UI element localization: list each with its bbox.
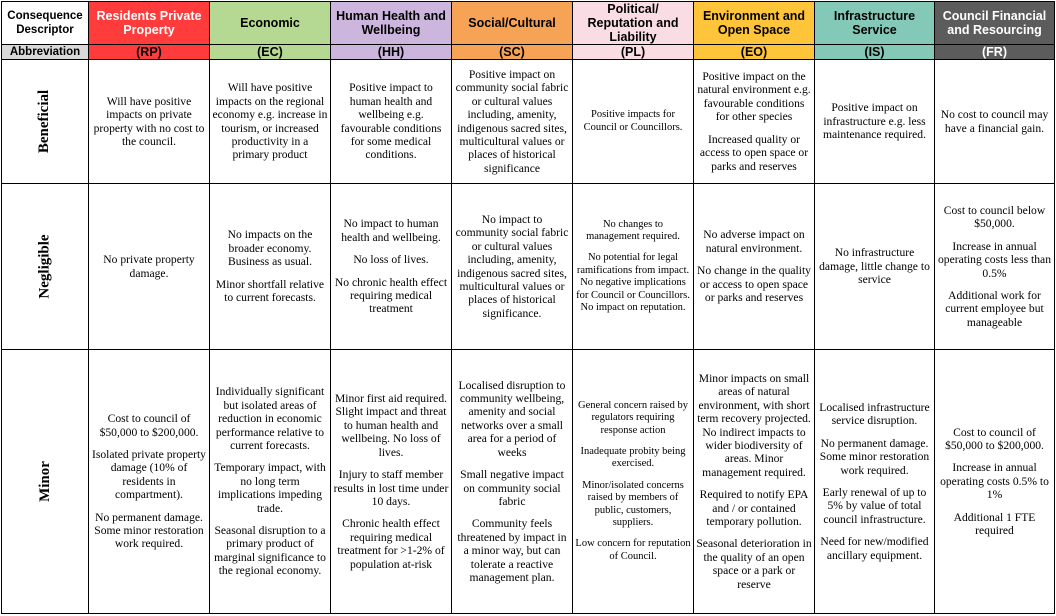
cell-paragraph: Low concern for reputation of Council. — [575, 538, 691, 562]
matrix-cell — [694, 60, 815, 184]
row-label-text: Beneficial — [36, 89, 53, 154]
matrix-cell — [573, 350, 694, 614]
matrix-cell — [452, 184, 573, 350]
cell-paragraph: No permanent damage. Some minor restoration work required. — [94, 510, 204, 551]
matrix-cell — [694, 184, 815, 350]
row-beneficial — [2, 60, 1055, 184]
cell-paragraph: No loss of lives. — [353, 253, 429, 267]
category-header: Social/Cultural — [452, 2, 573, 45]
cell-paragraph: Localised disruption to community wellbeing, amenity and social networks over a small area for a period of weeks — [458, 378, 566, 459]
cell-paragraph: Increase in annual operating costs 0.5% to 1% — [940, 461, 1049, 502]
matrix-cell — [935, 184, 1055, 350]
matrix-cell — [89, 184, 210, 350]
cell-paragraph: General concern raised by regulators requiring response action — [578, 399, 688, 436]
cell-paragraph: Minor impacts on small areas of natural environment, with short term recovery projected. No indirect impacts to wider biodiversity of areas. Minor management required. — [697, 371, 811, 479]
cell-paragraph: Small negative impact on community social fabric — [460, 468, 564, 508]
row-label — [2, 60, 89, 184]
matrix-cell — [452, 60, 573, 184]
cell-paragraph: Required to notify EPA and / or contained temporary pollution. — [699, 488, 809, 529]
cell-paragraph: Early renewal of up to 5% by value of total council infrastructure. — [822, 486, 927, 526]
cell-paragraph: Community feels threatened by impact in a minor way, but can tolerate a reactive management plan. — [457, 517, 567, 584]
matrix-cell — [210, 184, 331, 350]
header-row — [2, 2, 1055, 45]
row-label — [2, 350, 89, 614]
cell-paragraph: Increase in annual operating costs less than 0.5% — [937, 239, 1052, 280]
category-abbreviation: (PL) — [573, 45, 694, 60]
cell-paragraph: Minor shortfall relative to current forecasts. — [215, 277, 325, 305]
cell-paragraph: Additional work for current employee but manageable — [945, 288, 1044, 329]
cell-paragraph: No chronic health effect requiring medical treatment — [334, 275, 448, 316]
cell-paragraph: No permanent damage. Some minor restoration work required. — [819, 436, 930, 477]
row-label-text: Negligible — [36, 234, 53, 299]
category-abbreviation: (RP) — [89, 45, 210, 60]
matrix-cell — [694, 350, 815, 614]
category-header: Environment and Open Space — [694, 2, 815, 45]
matrix-cell — [210, 60, 331, 184]
cell-paragraph: Localised infrastructure service disruption. — [819, 400, 930, 428]
category-header: Residents Private Property — [89, 2, 210, 45]
category-abbreviation: (EO) — [694, 45, 815, 60]
abbreviation-row — [2, 45, 1055, 60]
cell-paragraph: No potential for legal ramifications from impact. No negative implications for Council or Councillors. No impact on reputation. — [576, 252, 690, 314]
cell-paragraph: Positive impacts for Council or Councillors. — [583, 109, 683, 133]
cell-paragraph: No change in the quality or access to open space or parks and reserves — [697, 264, 811, 305]
cell-paragraph: Isolated private property damage (10% of residents in compartment). — [92, 447, 206, 502]
matrix-cell — [935, 60, 1055, 184]
cell-paragraph: Minor/isolated concerns raised by members of public, customers, suppliers. — [582, 479, 684, 529]
cell-paragraph: Positive impact to human health and wellbeing e.g. favourable conditions for some medical conditions. — [340, 81, 442, 162]
cell-paragraph: Cost to council of $50,000 to $200,000. — [945, 425, 1044, 452]
matrix-cell — [331, 184, 452, 350]
cell-paragraph: Cost to council of $50,000 to $200,000. — [99, 412, 199, 439]
category-abbreviation: (EC) — [210, 45, 331, 60]
category-abbreviation: (IS) — [815, 45, 935, 60]
cell-paragraph: Seasonal disruption to a primary product of marginal significance to the regional economy. — [214, 524, 326, 578]
matrix-cell — [573, 184, 694, 350]
category-header: Infrastructure Service — [815, 2, 935, 45]
category-header: Political/ Reputation and Liability — [573, 2, 694, 45]
row-minor — [2, 350, 1055, 614]
cell-paragraph: Positive impact on community social fabric or cultural values including, amenity, indigenous sacred sites, multicultural values or places of historical significance — [455, 67, 569, 175]
cell-paragraph: No adverse impact on natural environment. — [703, 228, 805, 255]
matrix-cell — [331, 60, 452, 184]
cell-paragraph: No impact to human health and wellbeing. — [341, 217, 441, 244]
cell-paragraph: Inadequate probity being exercised. — [580, 445, 686, 470]
cell-paragraph: No private property damage. — [103, 253, 195, 280]
category-abbreviation: (HH) — [331, 45, 452, 60]
category-abbreviation: (SC) — [452, 45, 573, 60]
matrix-cell — [815, 350, 935, 614]
cell-paragraph: Injury to staff member results in lost time under 10 days. — [333, 468, 449, 508]
cell-paragraph: No infrastructure damage, little change to service — [819, 246, 930, 287]
descriptor-header: Consequence Descriptor — [2, 2, 89, 45]
category-header: Council Financial and Resourcing — [935, 2, 1055, 45]
matrix-cell — [452, 350, 573, 614]
cell-paragraph: Temporary impact, with no long term implications impeding trade. — [214, 461, 326, 515]
matrix-cell — [815, 184, 935, 350]
cell-paragraph: Chronic health effect requiring medical treatment for >1-2% of population at-risk — [337, 517, 445, 571]
matrix-cell — [935, 350, 1055, 614]
cell-paragraph: Positive impact on infrastructure e.g. less maintenance required. — [822, 101, 926, 142]
cell-paragraph: Additional 1 FTE required — [953, 510, 1036, 538]
category-header: Human Health and Wellbeing — [331, 2, 452, 45]
cell-paragraph: Cost to council below $50,000. — [943, 203, 1046, 231]
category-header: Economic — [210, 2, 331, 45]
cell-paragraph: Seasonal deterioration in the quality of an open space or a park or reserve — [696, 537, 812, 591]
cell-paragraph: Individually significant but isolated areas of reduction in economic performance relative to current forecasts. — [215, 385, 325, 452]
cell-paragraph: Will have positive impacts on the regional economy e.g. increase in tourism, or increased productivity in a primary product — [212, 81, 328, 162]
category-abbreviation: (FR) — [935, 45, 1055, 60]
cell-paragraph: No impact to community social fabric or cultural values including, amenity, indigenous sacred sites, multicultural values or places of historical significance. — [455, 212, 569, 320]
cell-paragraph: Positive impact on the natural environment e.g. favourable conditions for other species — [697, 70, 811, 124]
row-label — [2, 184, 89, 350]
abbreviation-label: Abbreviation — [2, 45, 89, 60]
cell-paragraph: No changes to management required. — [586, 218, 680, 242]
row-label-text: Minor — [36, 461, 53, 502]
row-negligible — [2, 184, 1055, 350]
cell-paragraph: No impacts on the broader economy. Business as usual. — [227, 228, 313, 269]
matrix-cell — [89, 60, 210, 184]
cell-paragraph: Minor first aid required. Slight impact and threat to human health and wellbeing. No loss of lives. — [334, 392, 448, 459]
cell-paragraph: Need for new/modified ancillary equipment. — [820, 535, 929, 562]
cell-paragraph: No cost to council may have a financial gain. — [940, 108, 1049, 135]
consequence-matrix — [1, 1, 1055, 614]
matrix-cell — [210, 350, 331, 614]
matrix-cell — [89, 350, 210, 614]
matrix-cell — [573, 60, 694, 184]
matrix-cell — [815, 60, 935, 184]
cell-paragraph: Will have positive impacts on private property with no cost to the council. — [93, 94, 205, 148]
matrix-cell — [331, 350, 452, 614]
cell-paragraph: Increased quality or access to open space or parks and reserves — [699, 132, 809, 173]
